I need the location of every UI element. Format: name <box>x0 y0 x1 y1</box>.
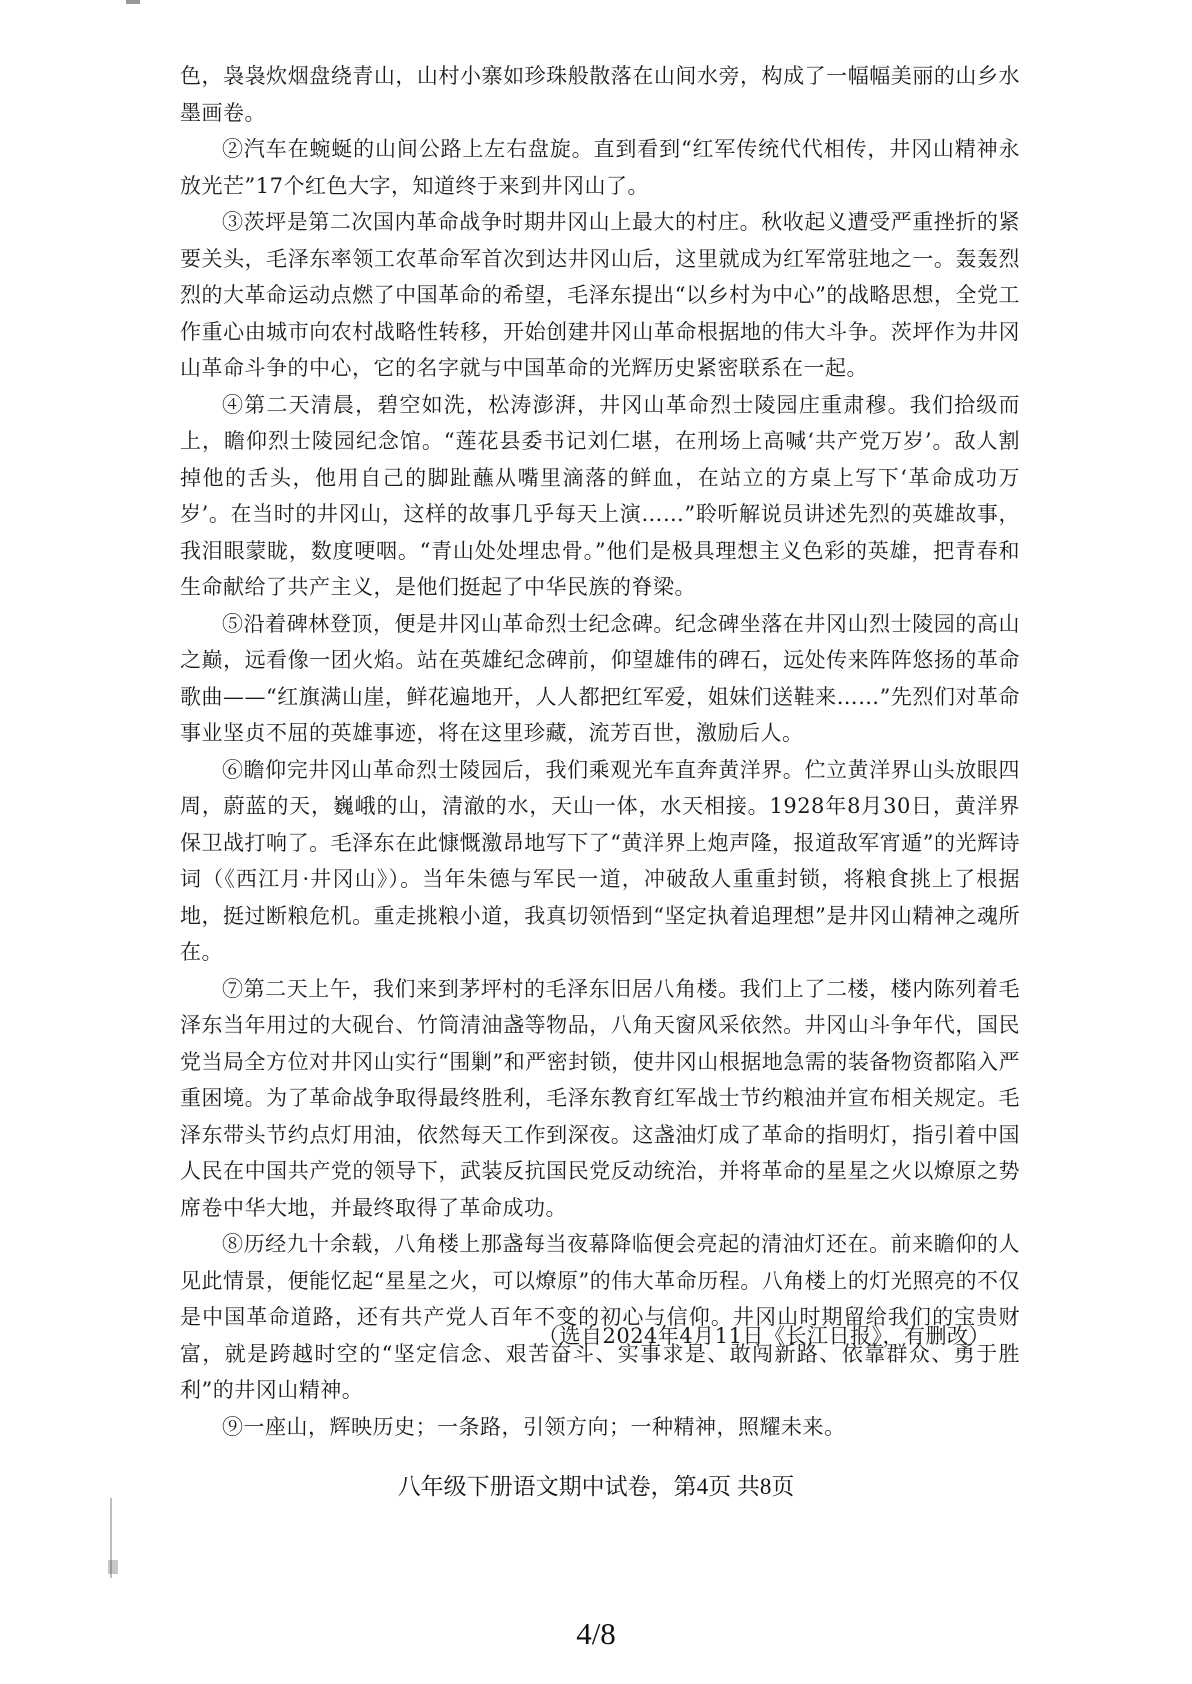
page-number: 4/8 <box>576 1616 616 1651</box>
paragraph-4: ④第二天清晨，碧空如洗，松涛澎湃，井冈山革命烈士陵园庄重肃穆。我们拾级而上，瞻仰烈士陵园纪念馆。“莲花县委书记刘仁堪，在刑场上高喊‘共产党万岁’。敌人割掉他的舌头，他用自己的脚趾蘸从嘴里滴落的鲜血，在站立的方桌上写下‘革命成功万岁’。在当时的井冈山，这样的故事几乎每天上演……”聆听解说员讲述先烈的英雄故事，我泪眼蒙眬，数度哽咽。“青山处处埋忠骨。”他们是极具理想主义色彩的英雄，把青春和生命献给了共产主义，是他们挺起了中华民族的脊梁。 <box>180 392 1020 599</box>
source-note: （选自2024年4月11日《长江日报》，有删改） <box>537 1324 990 1348</box>
article-body <box>180 58 1020 1445</box>
paragraph-3: ③茨坪是第二次国内革命战争时期井冈山上最大的村庄。秋收起义遭受严重挫折的紧要关头，毛泽东率领工农革命军首次到达井冈山后，这里就成为红军常驻地之一。轰轰烈烈的大革命运动点燃了中国革命的希望，毛泽东提出“以乡村为中心”的战略思想，全党工作重心由城市向农村战略性转移，开始创建井冈山革命根据地的伟大斗争。茨坪作为井冈山革命斗争的中心，它的名字就与中国革命的光辉历史紧密联系在一起。 <box>180 210 1020 380</box>
paragraph-5: ⑤沿着碑林登顶，便是井冈山革命烈士纪念碑。纪念碑坐落在井冈山烈士陵园的高山之巅，远看像一团火焰。站在英雄纪念碑前，仰望雄伟的碑石，远处传来阵阵悠扬的革命歌曲——“红旗满山崖，鲜花遍地开，人人都把红军爱，姐妹们送鞋来……”先烈们对革命事业坚贞不屈的英雄事迹，将在这里珍藏，流芳百世，激励后人。 <box>180 611 1020 745</box>
paragraph-6: ⑥瞻仰完井冈山革命烈士陵园后，我们乘观光车直奔黄洋界。伫立黄洋界山头放眼四周，蔚蓝的天，巍峨的山，清澈的水，天山一体，水天相接。1928年8月30日，黄洋界保卫战打响了。毛泽东在此慷慨激昂地写下了“黄洋界上炮声隆，报道敌军宵遁”的光辉诗词（《西江月·井冈山》）。当年朱德与军民一道，冲破敌人重重封锁，将粮食挑上了根据地，挺过断粮危机。重走挑粮小道，我真切领悟到“坚定执着追理想”是井冈山精神之魂所在。 <box>180 757 1020 964</box>
scan-artifact <box>126 0 140 4</box>
scan-artifact <box>108 1560 118 1574</box>
page-footer: 八年级下册语文期中试卷，第4页 共8页 <box>397 1474 795 1499</box>
paragraph-continuation: 色，袅袅炊烟盘绕青山，山村小寨如珍珠般散落在山间水旁，构成了一幅幅美丽的山乡水墨画卷。 <box>180 64 1020 125</box>
paragraph-2: ②汽车在蜿蜒的山间公路上左右盘旋。直到看到“红军传统代代相传，井冈山精神永放光芒”17个红色大字，知道终于来到井冈山了。 <box>180 137 1020 198</box>
paragraph-8: ⑧历经九十余载，八角楼上那盏每当夜幕降临便会亮起的清油灯还在。前来瞻仰的人见此情景，便能忆起“星星之火，可以燎原”的伟大革命历程。八角楼上的灯光照亮的不仅是中国革命道路，还有共产党人百年不变的初心与信仰。井冈山时期留给我们的宝贵财富，就是跨越时空的“坚定信念、艰苦奋斗、实事求是、敢闯新路、依靠群众、勇于胜利”的井冈山精神。 <box>180 1232 1020 1402</box>
paragraph-7: ⑦第二天上午，我们来到茅坪村的毛泽东旧居八角楼。我们上了二楼，楼内陈列着毛泽东当年用过的大砚台、竹筒清油盏等物品，八角天窗风采依然。井冈山斗争年代，国民党当局全方位对井冈山实行“围剿”和严密封锁，使井冈山根据地急需的装备物资都陷入严重困境。为了革命战争取得最终胜利，毛泽东教育红军战士节约粮油并宣布相关规定。毛泽东带头节约点灯用油，依然每天工作到深夜。这盏油灯成了革命的指明灯，指引着中国人民在中国共产党的领导下，武装反抗国民党反动统治，并将革命的星星之火以燎原之势席卷中华大地，并最终取得了革命成功。 <box>180 976 1020 1220</box>
paragraph-9: ⑨一座山，辉映历史；一条路，引领方向；一种精神，照耀未来。 <box>222 1414 846 1439</box>
